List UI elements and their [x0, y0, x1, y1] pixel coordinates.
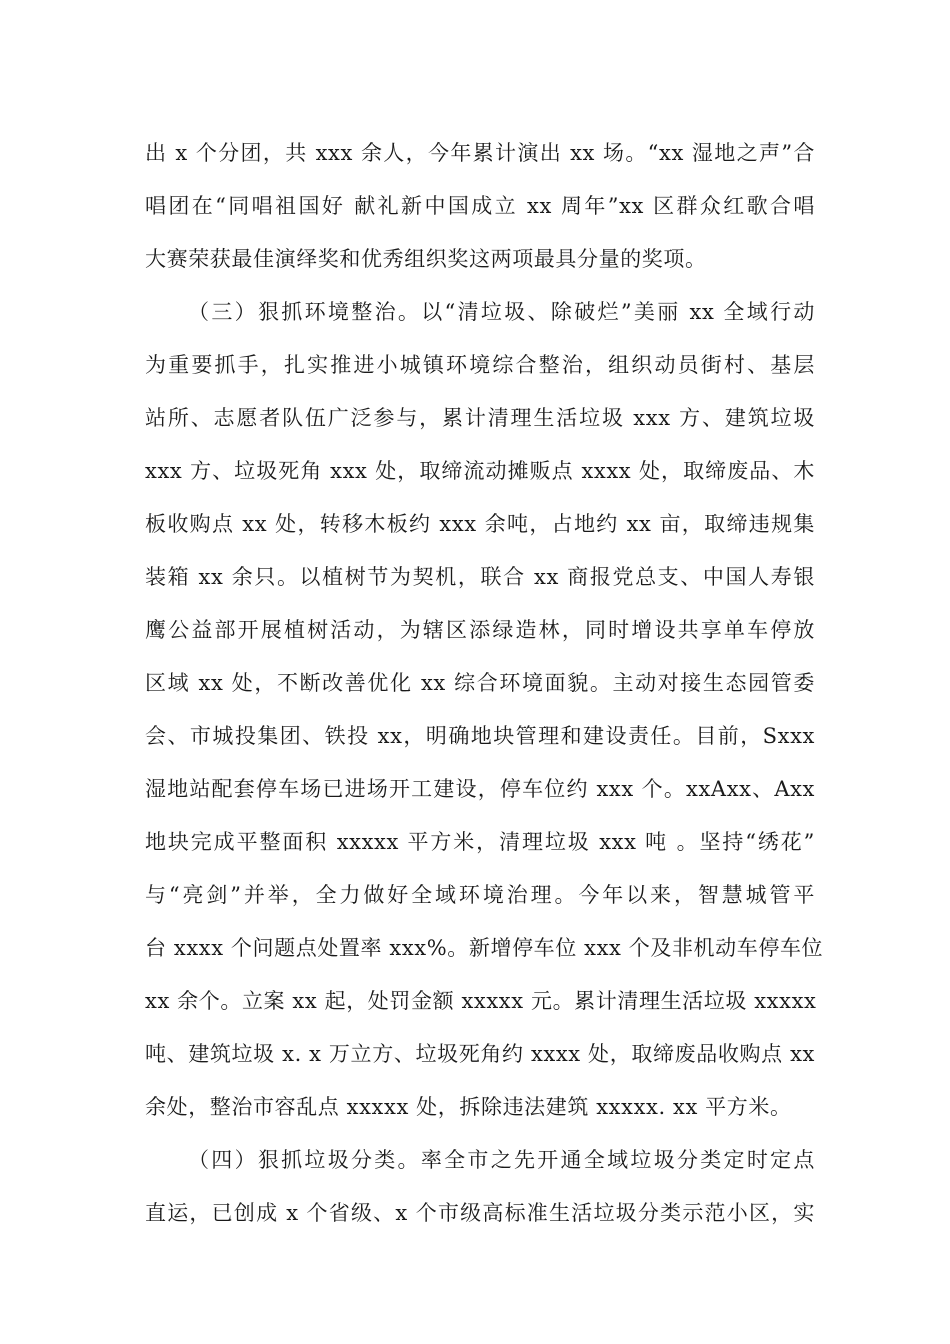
paragraph-2-line-2: 为重要抓手，扎实推进小城镇环境综合整治，组织动员街村、基层: [145, 353, 815, 377]
paragraph-2-line-15: 吨、建筑垃圾 x. x 万立方、垃圾死角约 xxxx 处，取缔废品收购点 xx: [145, 1042, 815, 1066]
paragraph-2-line-6: 装箱 xx 余只。以植树节为契机，联合 xx 商报党总支、中国人寿银: [145, 565, 815, 589]
paragraph-1-line-2: 唱团在“同唱祖国好 献礼新中国成立 xx 周年”xx 区群众红歌合唱: [145, 194, 815, 218]
paragraph-2-line-1: （三）狠抓环境整治。以“清垃圾、除破烂”美丽 xx 全域行动: [188, 300, 815, 324]
paragraph-2-line-7: 鹰公益部开展植树活动，为辖区添绿造林，同时增设共享单车停放: [145, 618, 815, 642]
paragraph-2-line-12: 与“亮剑”并举，全力做好全域环境治理。今年以来，智慧城管平: [145, 883, 815, 907]
paragraph-2-line-16: 余处，整治市容乱点 xxxxx 处，拆除违法建筑 xxxxx. xx 平方米。: [145, 1095, 792, 1119]
paragraph-2-line-4: xxx 方、垃圾死角 xxx 处，取缔流动摊贩点 xxxx 处，取缔废品、木: [145, 459, 815, 483]
paragraph-2-line-10: 湿地站配套停车场已进场开工建设，停车位约 xxx 个。xxAxx、Axx: [145, 777, 815, 801]
paragraph-2-line-3: 站所、志愿者队伍广泛参与，累计清理生活垃圾 xxx 方、建筑垃圾: [145, 406, 815, 430]
paragraph-2-line-13: 台 xxxx 个问题点处置率 xxx%。新增停车位 xxx 个及非机动车停车位: [145, 936, 824, 960]
paragraph-1-line-1: 出 x 个分团，共 xxx 余人，今年累计演出 xx 场。“xx 湿地之声”合: [145, 141, 815, 165]
paragraph-3-line-2: 直运，已创成 x 个省级、x 个市级高标准生活垃圾分类示范小区，实: [145, 1201, 815, 1225]
paragraph-2-line-5: 板收购点 xx 处，转移木板约 xxx 余吨，占地约 xx 亩，取缔违规集: [145, 512, 815, 536]
paragraph-2-line-8: 区域 xx 处，不断改善优化 xx 综合环境面貌。主动对接生态园管委: [145, 671, 815, 695]
paragraph-1-line-3: 大赛荣获最佳演绎奖和优秀组织奖这两项最具分量的奖项。: [145, 247, 707, 271]
paragraph-2-line-9: 会、市城投集团、铁投 xx，明确地块管理和建设责任。目前，Sxxx: [145, 724, 815, 748]
paragraph-3-line-1: （四）狠抓垃圾分类。率全市之先开通全域垃圾分类定时定点: [188, 1148, 815, 1172]
paragraph-2-line-11: 地块完成平整面积 xxxxx 平方米，清理垃圾 xxx 吨 。坚持“绣花”: [145, 830, 815, 854]
paragraph-2-line-14: xx 余个。立案 xx 起，处罚金额 xxxxx 元。累计清理生活垃圾 xxxxx: [145, 989, 817, 1013]
